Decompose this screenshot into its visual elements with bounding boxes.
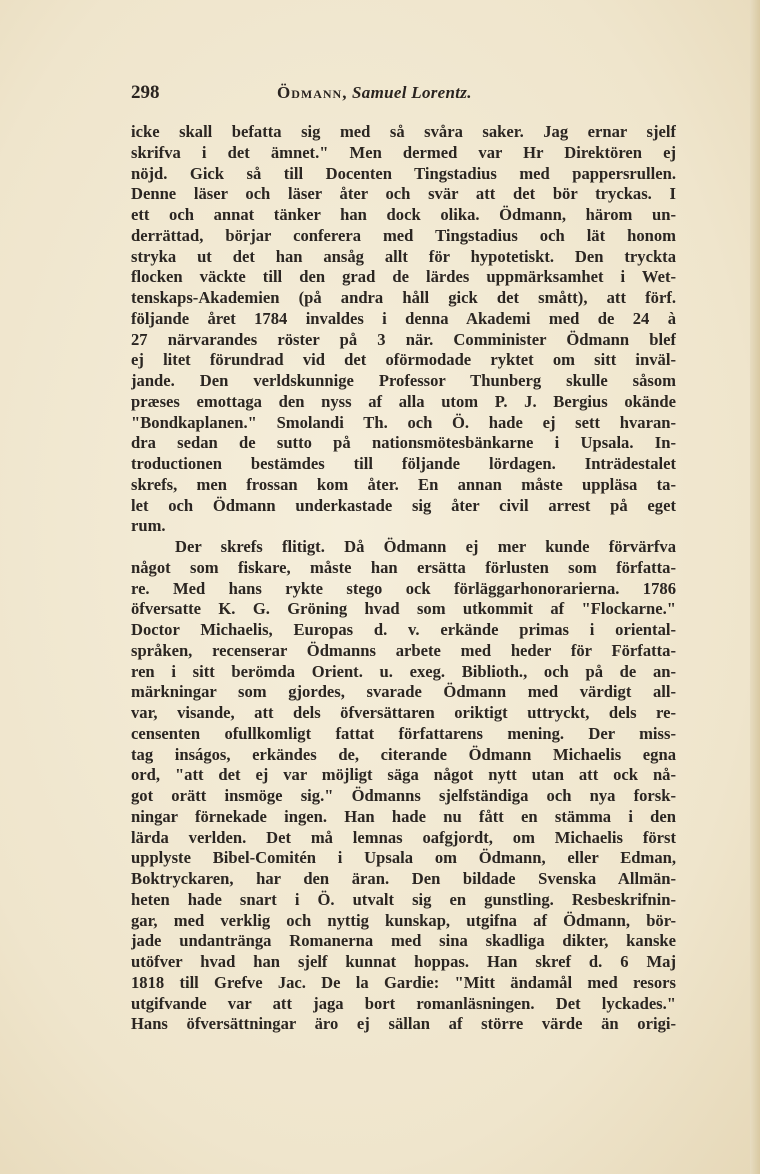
text-line: ningar förnekade ingen. Han hade nu fått en stämma i den xyxy=(131,806,676,826)
running-name: Ödmann, xyxy=(277,83,348,102)
text-line: upplyste Bibel-Comitén i Upsala om Ödmann, eller Edman, xyxy=(131,848,676,868)
text-line: gar, med verklig och nyttig kunskap, utgifna af Ödmann, bör- xyxy=(131,910,676,930)
running-header xyxy=(131,82,676,112)
text-line: tag inságos, erkändes de, citerande Ödmann Michaelis egna xyxy=(131,744,676,764)
text-line: 1818 till Grefve Jac. De la Gardie: "Mitt ändamål med resors xyxy=(131,972,676,992)
text-line: stryka ut det han ansåg allt för hypotetiskt. Den tryckta xyxy=(131,246,676,266)
text-line: nöjd. Gick så till Docenten Tingstadius med pappersrullen. xyxy=(131,163,676,183)
text-line: heten hade snart i Ö. utvalt sig en gunstling. Resbeskrifnin- xyxy=(131,889,676,909)
body-text xyxy=(131,122,676,1035)
text-line: dra sedan de sutto på nationsmötesbänkarne i Upsala. In- xyxy=(131,433,676,453)
running-title xyxy=(277,83,472,103)
text-line: icke skall befatta sig med så svåra saker. Jag ernar sjelf xyxy=(131,122,676,141)
text-line: Der skrefs flitigt. Då Ödmann ej mer kunde förvärfva xyxy=(175,537,676,556)
text-line: öfversatte K. G. Gröning hvad som utkommit af "Flockarne." xyxy=(131,599,676,619)
text-line: ren i sitt berömda Orient. u. exeg. Biblioth., och på de an- xyxy=(131,661,676,681)
page-number: 298 xyxy=(131,82,160,103)
text-line: "Bondkaplanen." Smolandi Th. och Ö. hade ej sett hvaran- xyxy=(131,412,676,432)
text-line: utöfver hvad han sjelf kunnat hoppas. Han skref d. 6 Maj xyxy=(131,952,676,971)
text-line: Denne läser och läser åter och svär att det bör tryckas. I xyxy=(131,184,676,204)
text-line: var, visande, att dels öfversättaren oriktigt uttryckt, dels re- xyxy=(131,703,676,722)
text-line: ord, "att det ej var möjligt säga något nytt utan att ock nå- xyxy=(131,765,676,785)
text-line: något som fiskare, måste han ersätta förlusten som författa- xyxy=(131,557,676,577)
text-line: Hans öfversättningar äro ej sällan af större värde än origi- xyxy=(131,1014,676,1034)
text-line: jande. Den verldskunnige Professor Thunberg skulle såsom xyxy=(131,371,676,390)
text-line: jade undantränga Romanerna med sina skadliga dikter, kanske xyxy=(131,931,676,951)
text-line: præses emottaga den nyss af alla utom P. J. Bergius okände xyxy=(131,391,676,411)
text-line: Doctor Michaelis, Europas d. v. erkände primas i oriental- xyxy=(131,620,676,639)
text-line: tenskaps-Akademien (på andra håll gick det smått), att förf. xyxy=(131,288,676,307)
text-line: ett och annat tänker han dock olika. Ödmann, härom un- xyxy=(131,205,676,224)
text-line: skrefs, men frossan kom åter. En annan måste uppläsa ta- xyxy=(131,474,676,494)
text-line: rum. xyxy=(131,516,166,536)
text-line: censenten ofullkomligt fattat författarens mening. Der miss- xyxy=(131,723,676,743)
running-subtitle: Samuel Lorentz. xyxy=(352,83,472,102)
page-edge xyxy=(750,0,760,1174)
text-line: derrättad, börjar conferera med Tingstadius och lät honom xyxy=(131,225,676,245)
text-line: skrifva i det ämnet." Men dermed var Hr Direktören ej xyxy=(131,142,676,162)
text-line: let och Ödmann underkastade sig åter civil arrest på eget xyxy=(131,495,676,515)
text-line: följande året 1784 invaldes i denna Akademi med de 24 à xyxy=(131,308,676,328)
text-line: språken, recenserar Ödmanns arbete med heder för Författa- xyxy=(131,640,676,660)
text-line: lärda verlden. Det må lemnas oafgjordt, om Michaelis först xyxy=(131,827,676,847)
text-line: märkningar som gjordes, svarade Ödmann med värdigt all- xyxy=(131,682,676,702)
text-line: troductionen bestämdes till följande lördagen. Inträdestalet xyxy=(131,454,676,473)
text-line: flocken väckte till den grad de lärdes uppmärksamhet i Wet- xyxy=(131,267,676,287)
text-line: Boktryckaren, har den äran. Den bildade Svenska Allmän- xyxy=(131,869,676,888)
text-line: re. Med hans rykte stego ock förläggarhonorarierna. 1786 xyxy=(131,578,676,598)
text-line: 27 närvarandes röster på 3 när. Comminister Ödmann blef xyxy=(131,329,676,349)
text-line: got orätt insmöge sig." Ödmanns sjelfständiga och nya forsk- xyxy=(131,786,676,805)
text-line: utgifvande var att jaga bort romanläsningen. Det lyckades." xyxy=(131,993,676,1013)
text-line: ej litet förundrad vid det oförmodade ryktet om sitt inväl- xyxy=(131,350,676,370)
